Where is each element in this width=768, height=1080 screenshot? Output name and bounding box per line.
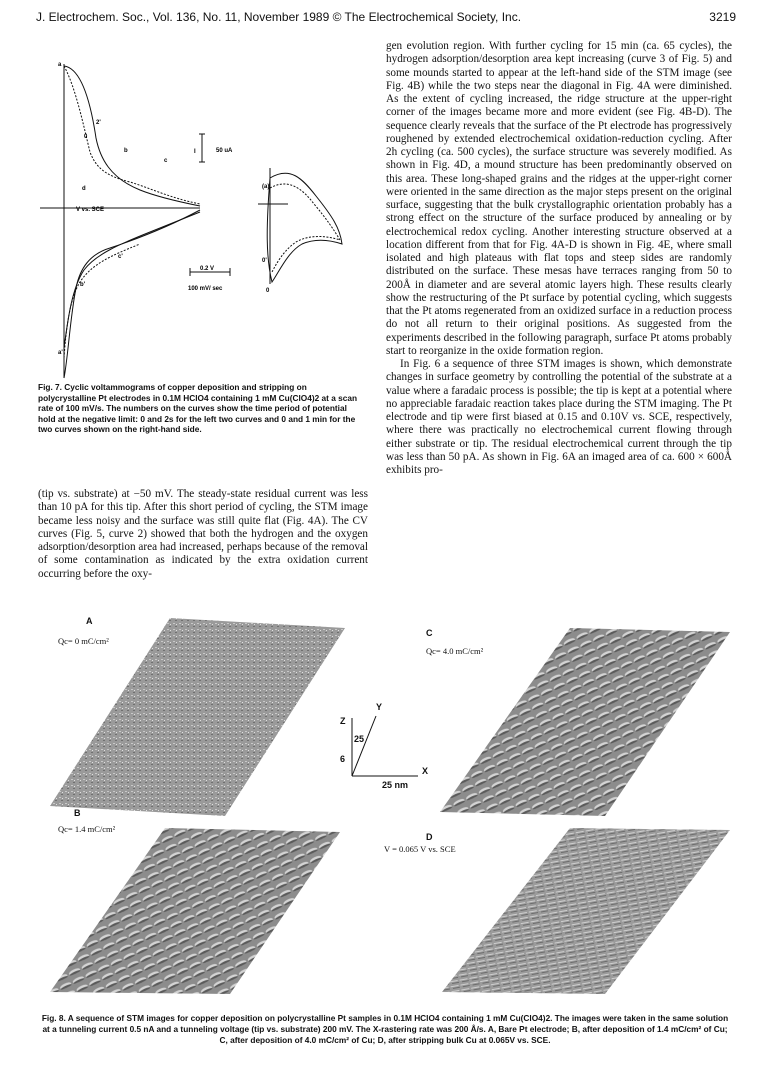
- curve-label-c: c: [164, 158, 168, 164]
- running-header: [36, 10, 736, 28]
- right-paragraph-1: gen evolution region. With further cycling for 15 min (ca. 65 cycles), the hydrogen adsorption/desorption area kept increasing (curve 3 of Fig. 5) and some mounds started to appear at the left-hand side of the STM image (see Fig. 4B) while the two steps near the diagonal in Fig. 4A were diminished. As the extent of cycling increased, the ridge structure at the upper-right corner of the images became more and more evident (see Fig. 4B-D). The sequence clearly reveals that the surface of the Pt electrode has progressively roughened by extended electrochemical oxidation-reduction cycling. After 2h cycling (ca. 500 cycles), the surface structure was severely modified. As shown in Fig. 4D, a mound structure has been predominantly observed on this area. These long-shaped grains and the ridges at the upper-right corner were oriented in the same direction as the major steps present on the original surface, suggesting that the bulk crystallographic orientation probably has a strong effect on the structure of the surface produced by annealing or by electrochemical redox cycling. Another interesting structure observed at a location different from that for Fig. 4A-D is shown in Fig. 4E, where small isolated and high plateaus with flat tops and steep sides are randomly distributed on the surface. These mesas have terraces ranging from 50 to 200Å in diameter and are several atomic layers high. These results clearly show the restructuring of the Pt surface by potential cycling, which suggests that the Pt atoms regenerated from an oxidized surface in a reduction process do not all return to their original positions. As suggested from the experiments described in the following paragraph, surface Pt atoms probably start to reorganize in the oxide formation region.: [386, 40, 732, 357]
- curve-label-a-prime: a': [58, 350, 63, 356]
- stm-panel-d-image: [442, 828, 730, 994]
- right-label-a: (a): [262, 184, 270, 190]
- stm-panel-a-image: [50, 618, 345, 816]
- right-cv-curve-2: [270, 184, 340, 272]
- cv-curve-lower-1: [64, 210, 200, 378]
- panel-c-letter: C: [426, 628, 433, 638]
- right-paragraph-2: In Fig. 6 a sequence of three STM images is shown, which demonstrate changes in surface geometry by controlling the potential of the substrate at a value where a faradaic process is possible; the tip is kept at a potential where no appreciable faradaic reaction takes place during the STM imaging. The Pt electrode and tip were first biased at 0.15 and 0.10V vs. SCE, respectively, where there was practically no electrochemical current flowing through either substrate or tip. The residual electrochemical current through the tip was less than 50 pA. As shown in Fig. 6A an imaged area of ca. 600 × 600Å exhibits pro-: [386, 358, 732, 476]
- stm-panel-b-image: [50, 828, 340, 994]
- left-paragraph-1: (tip vs. substrate) at −50 mV. The steady-state residual current was less than 10 pA for this tip. After this short period of cycling, the STM image became less noisy and the surface was still quite flat (Fig. 4A). The CV curves (Fig. 5, curve 2) showed that both the hydrogen and the oxygen adsorption/desorption area had increased, perhaps because of the removal of some contamination as indicated by the extra oxidation current occurring before the oxy-: [38, 488, 368, 580]
- curve-label-c-prime: c': [118, 254, 123, 260]
- curve-label-a: a: [58, 62, 62, 68]
- figure7-cv-plot: [40, 58, 360, 380]
- axis-x-scale: 25 nm: [382, 780, 409, 790]
- scan-rate-label: 100 mV/ sec: [188, 286, 223, 292]
- right-label-0-prime: 0': [262, 258, 267, 264]
- ref-electrode-label: V vs. SCE: [76, 207, 105, 213]
- axis-y-scale: 25: [354, 734, 365, 744]
- curve-label-b-prime: b': [80, 282, 86, 288]
- right-cv-curve-1: [267, 173, 342, 282]
- journal-citation: J. Electrochem. Soc., Vol. 136, No. 11, November 1989 © The Electrochemical Society, Inc.: [36, 10, 522, 24]
- left-column-text: [38, 488, 368, 581]
- panel-d-letter: D: [426, 832, 433, 842]
- figure8-caption: Fig. 8. A sequence of STM images for copper deposition on polycrystalline Pt samples in 0.1M HClO4 containing 1 mM Cu(ClO4)2. The images were taken in the same solution at a tunneling current 0.5 nA and a tunneling voltage (tip vs. substrate) 200 mV. The X-rastering rate was 200 Å/s. A, Bare Pt electrode; B, after deposition of 1.4 mC/cm² of Cu; C, after deposition of 4.0 mC/cm² of Cu; D, after stripping bulk Cu at 0.065V vs. SCE.: [41, 1013, 729, 1045]
- voltage-scale-label: 0.2 V: [200, 266, 215, 272]
- curve-label-2-prime: 2': [96, 120, 101, 126]
- right-column-text: [386, 40, 732, 477]
- stm-axes-glyph: [352, 716, 418, 776]
- panel-b-label: Qc= 1.4 mC/cm²: [58, 824, 116, 834]
- stm-panel-c-image: [440, 628, 730, 816]
- page-number: 3219: [709, 10, 736, 24]
- panel-a-label: Qc= 0 mC/cm²: [58, 636, 109, 646]
- curve-label-0: 0: [84, 134, 88, 140]
- figure7-caption: Fig. 7. Cyclic voltammograms of copper deposition and stripping on polycrystalline Pt electrodes in 0.1M HClO4 containing 1 mM Cu(ClO4)2 at a scan rate of 100 mV/s. The numbers on the curves show the time period of potential hold at the negative limit: 0 and 2s for the left two curves and 0 and 1 min for the two curves shown on the right-hand side.: [38, 382, 358, 435]
- panel-c-label: Qc= 4.0 mC/cm²: [426, 646, 484, 656]
- cv-curve-lower-2: [64, 212, 200, 348]
- axis-z-scale: 6: [340, 754, 346, 764]
- panel-a-letter: A: [86, 616, 93, 626]
- axis-z-label: Z: [340, 716, 346, 726]
- svg-text:I: I: [194, 149, 196, 155]
- axis-y-label: Y: [376, 702, 383, 712]
- figure8-stm-images: [40, 616, 730, 998]
- panel-d-label: V = 0.065 V vs. SCE: [384, 844, 456, 854]
- cv-curve-lower-3: [64, 244, 140, 358]
- axis-x-label: X: [422, 766, 429, 776]
- stm-image-canvas: [40, 616, 730, 998]
- right-label-0: 0: [266, 288, 270, 294]
- panel-b-letter: B: [74, 808, 81, 818]
- curve-label-b: b: [124, 148, 128, 154]
- curve-label-d: d: [82, 186, 86, 192]
- current-scale-label: 50 uA: [216, 148, 233, 154]
